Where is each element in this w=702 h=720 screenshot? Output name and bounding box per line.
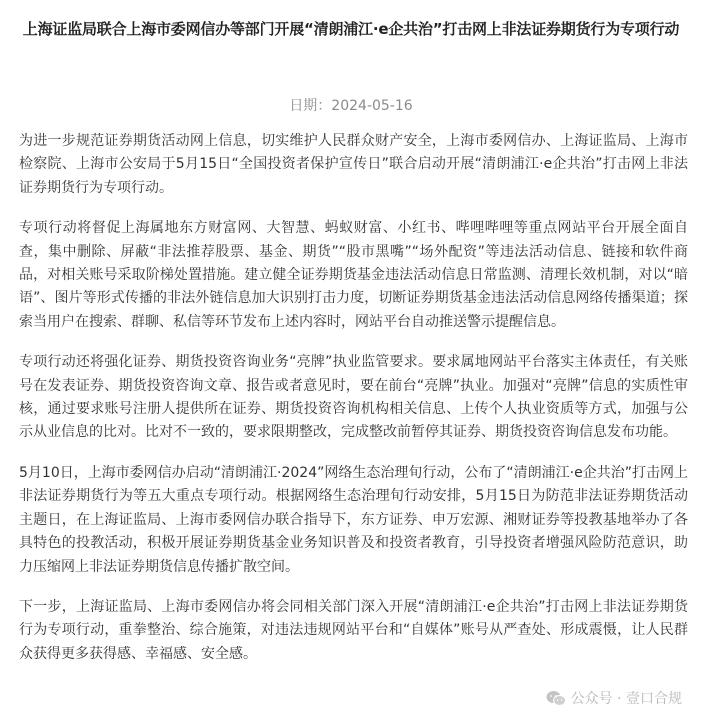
article-paragraph: 下一步，上海证监局、上海市委网信办将会同相关部门深入开展“清朗浦江·e企共治”打击网上非法证券期货行为专项行动，重拳整治、综合施策，对违法违规网站平台和“自媒体”账号从严查处、形成震慑，让人民群众获得更多获得感、幸福感、安全感。 <box>19 598 688 662</box>
official-account-watermark <box>546 688 682 708</box>
article-paragraph: 专项行动还将强化证券、期货投资咨询业务“亮牌”执业监管要求。要求属地网站平台落实主体责任，有关账号在发表证券、期货投资咨询文章、报告或者意见时，要在前台“亮牌”执业。加强对“亮牌”信息的实质性审核，通过要求账号注册人提供所在证券、期货投资咨询机构相关信息、上传个人执业资质等方式，加强与公示从业信息的比对。比对不一致的，要求限期整改，完成整改前暂停其证券、期货投资咨询信息发布功能。 <box>19 354 688 441</box>
article-paragraph: 5月10日，上海市委网信办启动“清朗浦江·2024”网络生态治理旬行动，公布了“清朗浦江·e企共治”打击网上非法证券期货行为等五大重点专项行动。根据网络生态治理旬行动安排，5月15日为防范非法证券期货活动主题日，在上海证监局、上海市委网信办联合指导下，东方证券、申万宏源、湘财证券等投教基地举办了各具特色的投教活动，积极开展证券期货基金业务知识普及和投资者教育，引导投资者增强风险防范意识，助力压缩网上非法证券期货信息传播扩散空间。 <box>19 464 688 575</box>
article-paragraph: 为进一步规范证券期货活动网上信息，切实维护人民群众财产安全，上海市委网信办、上海证监局、上海市检察院、上海市公安局于5月15日“全国投资者保护宣传日”联合启动开展“清朗浦江·e企共治”打击网上非法证券期货行为专项行动。 <box>19 133 688 196</box>
article-paragraph: 专项行动将督促上海属地东方财富网、大智慧、蚂蚁财富、小红书、哔哩哔哩等重点网站平台开展全面自查，集中删除、屏蔽“非法推荐股票、基金、期货”“股市黑嘴”“场外配资”等违法活动信息、链接和软件商品，对相关账号采取阶梯处置措施。建立健全证券期货基金违法活动信息日常监测、清理长效机制，对以“暗语”、图片等形式传播的非法外链信息加大识别打击力度，切断证券期货基金违法活动信息网络传播渠道；探索当用户在搜索、群聊、私信等环节发布上述内容时，网站平台自动推送警示提醒信息。 <box>19 220 688 330</box>
article-body <box>19 130 688 683</box>
article-title: 上海证监局联合上海市委网信办等部门开展“清朗浦江·e企共治”打击网上非法证券期货行为专项行动 <box>22 20 680 38</box>
wechat-icon <box>546 690 566 707</box>
watermark-text: 公众号 · 壹口合规 <box>570 691 682 707</box>
publish-date: 日期：2024-05-16 <box>289 98 413 114</box>
